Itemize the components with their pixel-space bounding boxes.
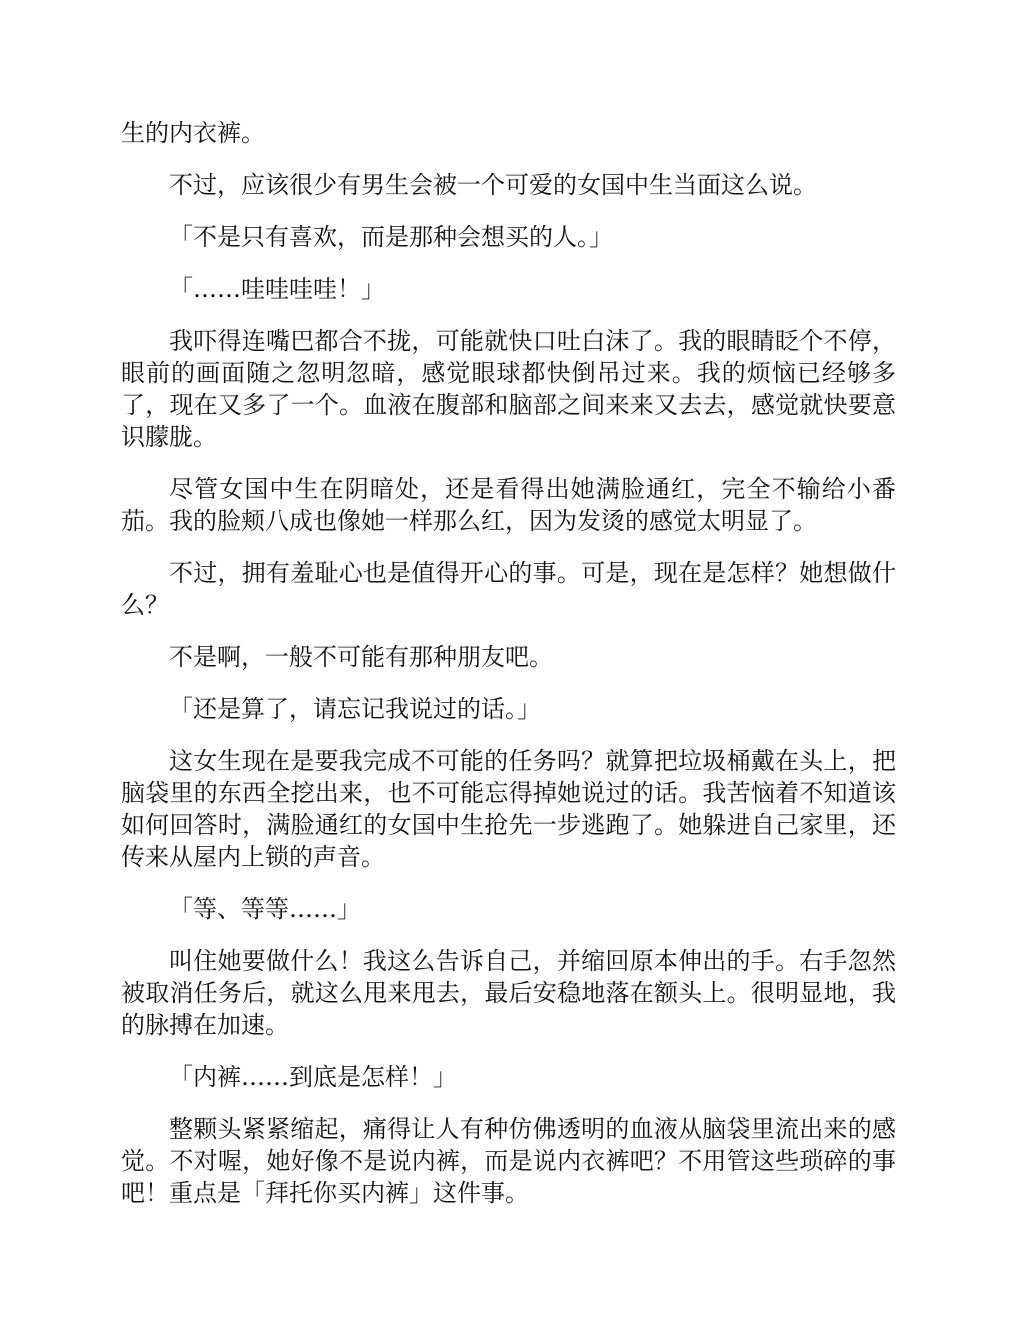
paragraph: 叫住她要做什么！我这么告诉自己，并缩回原本伸出的手。右手忽然被取消任务后，就这么甩来甩去，最后安稳地落在额头上。很明显地，我的脉搏在加速。 bbox=[121, 947, 896, 1039]
paragraph: 不过，拥有羞耻心也是值得开心的事。可是，现在是怎样？她想做什么？ bbox=[121, 559, 896, 619]
dialogue-line: 「还是算了，请忘记我说过的话。」 bbox=[169, 695, 541, 723]
paragraph: 尽管女国中生在阴暗处，还是看得出她满脸通红，完全不输给小番茄。我的脸颊八成也像她一样那么红，因为发烫的感觉太明显了。 bbox=[121, 475, 896, 535]
dialogue-line: 「……哇哇哇哇！」 bbox=[169, 275, 385, 303]
paragraph: 不是啊，一般不可能有那种朋友吧。 bbox=[169, 643, 553, 671]
paragraph: 整颗头紧紧缩起，痛得让人有种仿佛透明的血液从脑袋里流出来的感觉。不对喔，她好像不是说内裤，而是说内衣裤吧？不用管这些琐碎的事吧！重点是「拜托你买内裤」这件事。 bbox=[121, 1115, 896, 1207]
page-body bbox=[121, 117, 896, 1229]
dialogue-line: 「等、等等……」 bbox=[169, 895, 361, 923]
dialogue-line: 「内裤……到底是怎样！」 bbox=[169, 1063, 457, 1091]
paragraph: 这女生现在是要我完成不可能的任务吗？就算把垃圾桶戴在头上，把脑袋里的东西全挖出来，也不可能忘得掉她说过的话。我苦恼着不知道该如何回答时，满脸通红的女国中生抢先一步逃跑了。她躲进自己家里，还传来从屋内上锁的声音。 bbox=[121, 747, 896, 871]
paragraph: 不过，应该很少有男生会被一个可爱的女国中生当面这么说。 bbox=[169, 171, 817, 199]
dialogue-line: 「不是只有喜欢，而是那种会想买的人。」 bbox=[169, 223, 613, 251]
paragraph-continuation: 生的内衣裤。 bbox=[121, 119, 265, 147]
paragraph: 我吓得连嘴巴都合不拢，可能就快口吐白沫了。我的眼睛眨个不停，眼前的画面随之忽明忽暗，感觉眼球都快倒吊过来。我的烦恼已经够多了，现在又多了一个。血液在腹部和脑部之间来来又去去，感觉就快要意识朦胧。 bbox=[121, 327, 896, 451]
